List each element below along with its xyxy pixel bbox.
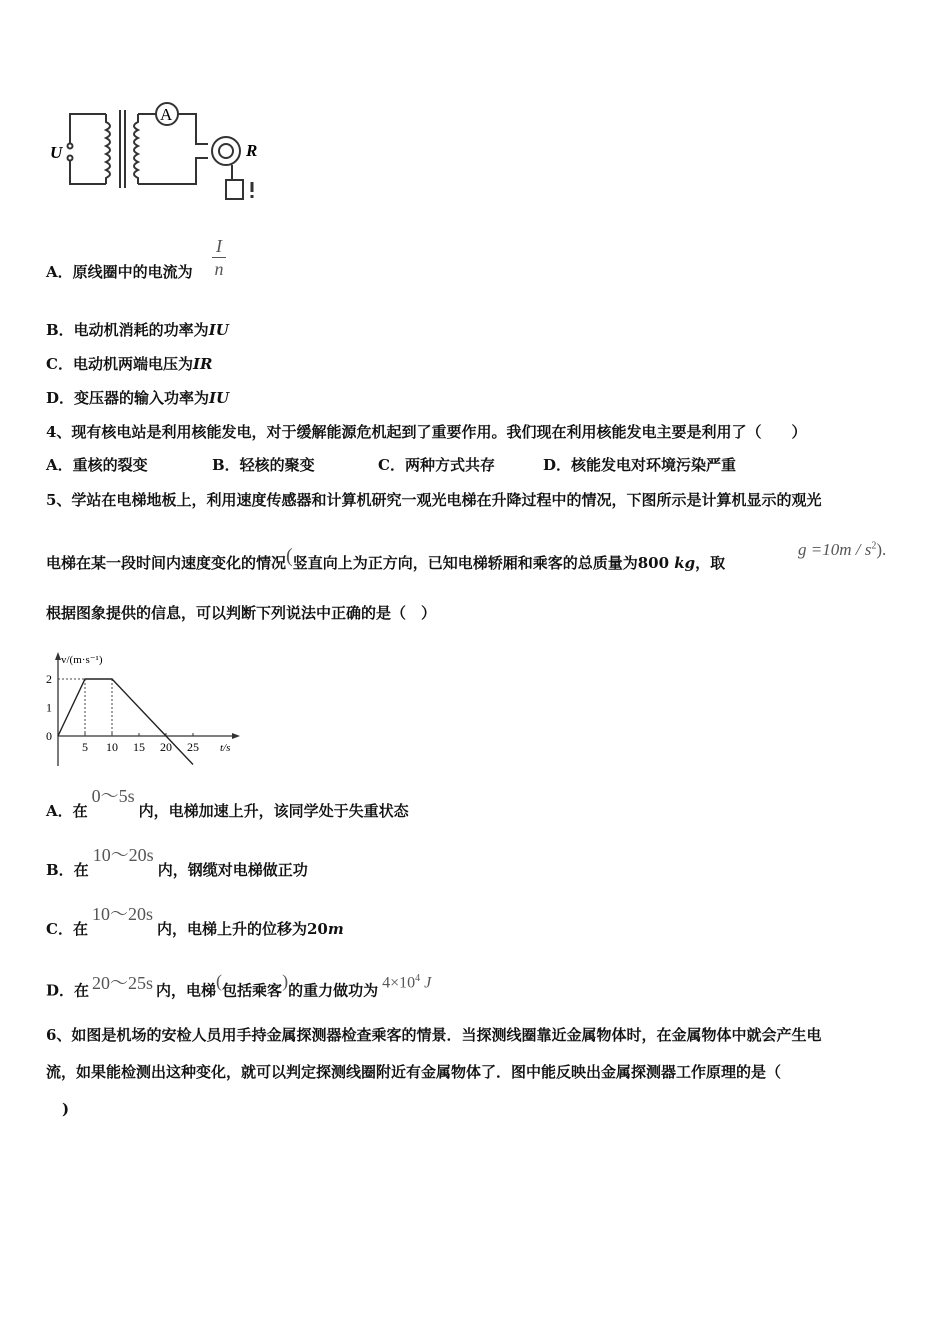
x-tick-label: 25: [187, 740, 199, 754]
q3-fraction: [212, 236, 226, 279]
label-u: U: [50, 143, 63, 162]
q4-option-c: C．两种方式共存: [378, 456, 495, 474]
y-tick-label: 2: [46, 672, 52, 686]
q5-stem-line3: 根据图象提供的信息，可以判断下列说法中正确的是（ ）: [46, 604, 437, 622]
q3-option-d: D．变压器的输入功率为IU: [46, 389, 230, 407]
label-r: R: [246, 141, 258, 160]
q3-option-c: C．电动机两端电压为IR: [46, 355, 213, 373]
q3-option-b: B．电动机消耗的功率为IU: [46, 321, 229, 339]
q6-stem-line1: 6、如图是机场的安检人员用手持金属探测器检查乘客的情景．当探测线圈靠近金属物体时，在金属物体中就会产生电: [46, 1026, 822, 1044]
x-tick-label: 20: [160, 740, 172, 754]
velocity-series-line: [58, 679, 193, 765]
y-axis-label: v/(m·s⁻¹): [61, 654, 103, 666]
q5-gravity-value: $g =10m / s^2$).: [798, 540, 887, 559]
q4-option-b: B．轻核的聚变: [212, 456, 315, 474]
q5-option-b: B．在10～20s内，钢缆对电梯做正功: [46, 845, 308, 879]
q5-stem-line2: 电梯在某一段时间内速度变化的情况(竖直向上为正方向，已知电梯轿厢和乘客的总质量为800 kg，取: [46, 545, 726, 572]
vt-chart: [44, 650, 244, 772]
q4-stem: 4、现有核电站是利用核能发电，对于缓解能源危机起到了重要作用。我们现在利用核能发电主要是利用了（ ）: [46, 423, 807, 441]
q5-option-a: A．在0～5s内，电梯加速上升，该同学处于失重状态: [46, 786, 409, 820]
fraction-numerator: I: [216, 236, 222, 256]
q4-option-a: A．重核的裂变: [46, 456, 148, 474]
x-axis-label: t/s: [220, 742, 231, 754]
q5-option-c: C．在10～20s内，电梯上升的位移为20m: [46, 904, 344, 938]
y-tick-label: 0: [46, 729, 52, 743]
x-tick-label: 10: [106, 740, 118, 754]
fraction-bar: [212, 257, 226, 258]
q6-stem-line3: ): [62, 1100, 70, 1118]
q3-option-a: A．原线圈中的电流为: [46, 263, 193, 281]
fraction-denominator: n: [214, 259, 224, 279]
q4-option-d: D．核能发电对环境污染严重: [543, 456, 737, 474]
y-tick-label: 1: [46, 700, 52, 715]
label-a: A: [160, 105, 173, 124]
x-tick-label: 15: [133, 740, 145, 754]
q5-option-d: D．在 20～25s 内，电梯(包括乘客)的重力做功为 $4\times 10^4$ J: [46, 971, 432, 1000]
q5-stem-line1: 5、学站在电梯地板上，利用速度传感器和计算机研究一观光电梯在升降过程中的情况，下图所示是计算机显示的观光: [46, 491, 822, 509]
x-tick-label: 5: [82, 740, 88, 754]
q6-stem-line2: 流，如果能检测出这种变化，就可以判定探测线圈附近有金属物体了．图中能反映出金属探测器工作原理的是（: [46, 1063, 782, 1081]
circuit-diagram: [46, 96, 276, 206]
